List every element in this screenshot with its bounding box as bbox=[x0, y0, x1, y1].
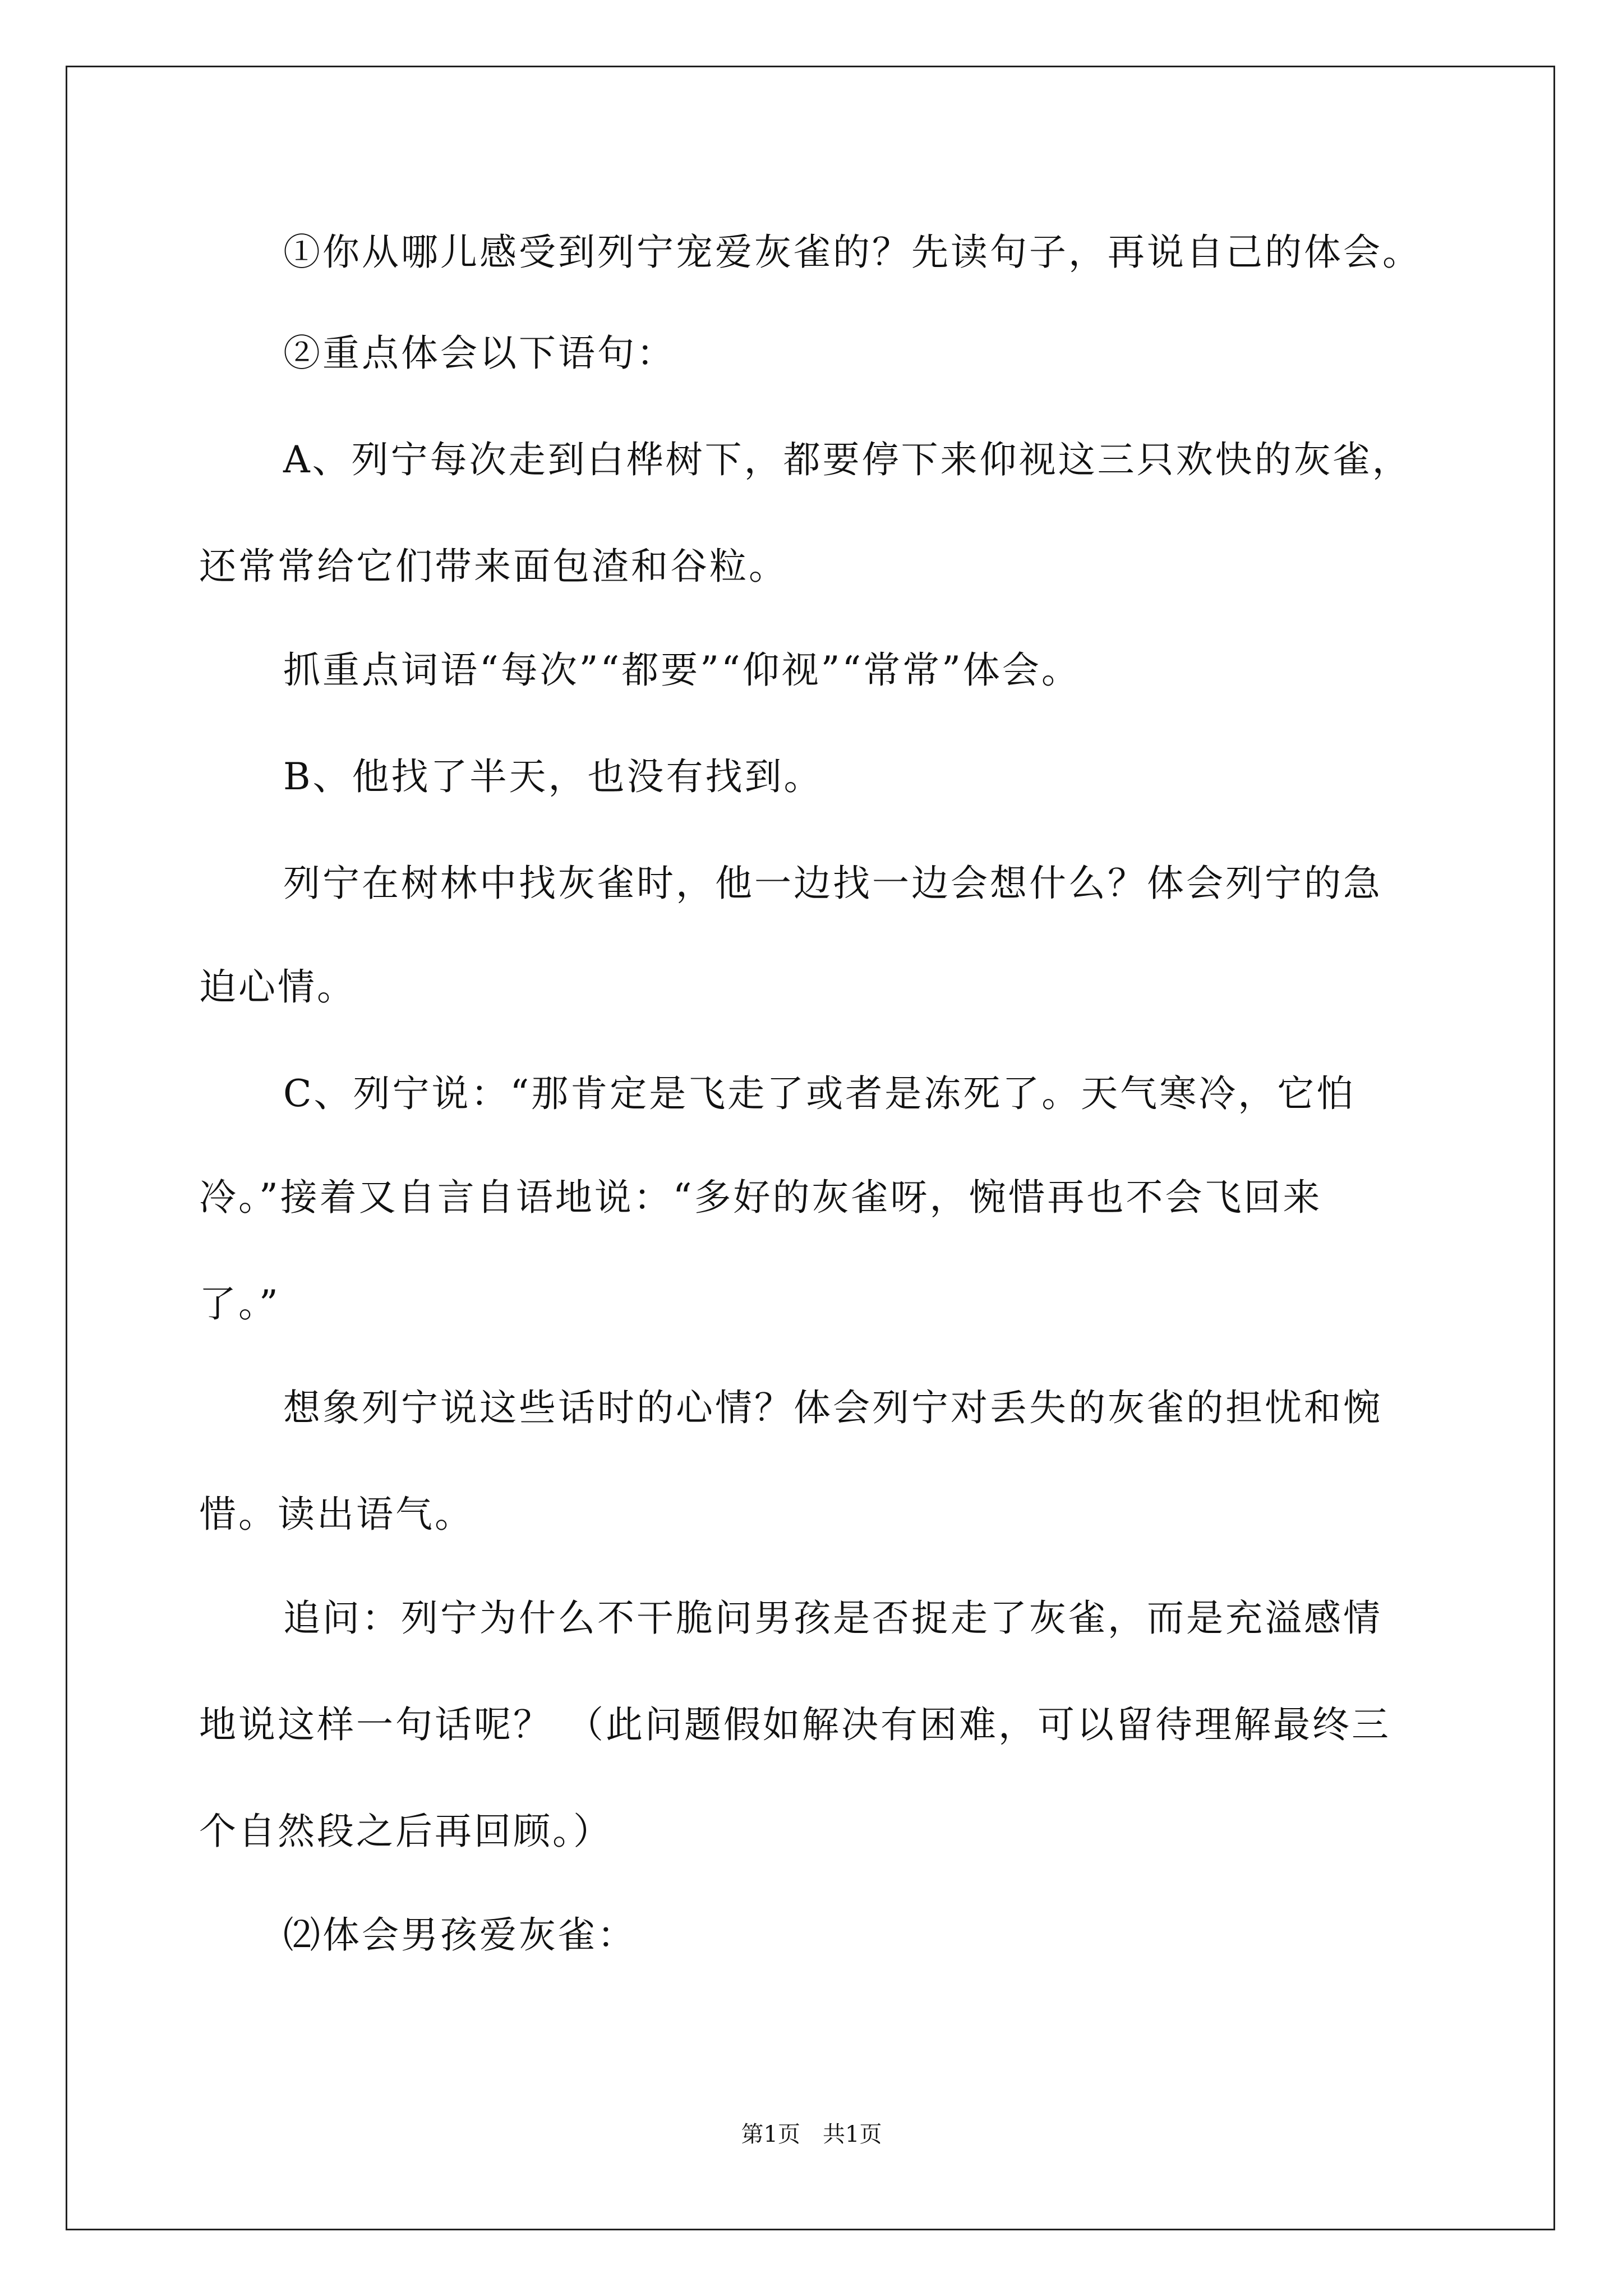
paragraph-line: 列宁在树林中找灰雀时，他一边找一边会想什么？体会列宁的急 bbox=[283, 862, 1382, 905]
paragraph-line: C、列宁说：“那肯定是飞走了或者是冻死了。天气寒冷，它怕 bbox=[283, 1072, 1356, 1115]
paragraph-line: 惜。读出语气。 bbox=[199, 1493, 474, 1536]
page-border bbox=[66, 66, 1555, 2230]
paragraph-line: 了。” bbox=[199, 1282, 280, 1326]
paragraph-line: 还常常给它们带来面包渣和谷粒。 bbox=[199, 545, 788, 588]
page-footer: 第1页 共1页 bbox=[741, 2122, 882, 2147]
paragraph-line: 个自然段之后再回顾。） bbox=[199, 1810, 612, 1853]
paragraph-line: 抓重点词语“每次”“都要”“仰视”“常常”体会。 bbox=[283, 648, 1081, 692]
paragraph-line: A、列宁每次走到白桦树下，都要停下来仰视这三只欢快的灰雀， bbox=[283, 438, 1412, 481]
paragraph-line: 冷。”接着又自言自语地说：“多好的灰雀呀，惋惜再也不会飞回来 bbox=[199, 1176, 1322, 1219]
paragraph-line: 想象列宁说这些话时的心情？体会列宁对丢失的灰雀的担忧和惋 bbox=[283, 1386, 1382, 1429]
paragraph-line: ①你从哪儿感受到列宁宠爱灰雀的？先读句子，再说自己的体会。 bbox=[283, 231, 1422, 274]
paragraph-line: ②重点体会以下语句： bbox=[283, 332, 676, 375]
paragraph-line: 追问：列宁为什么不干脆问男孩是否捉走了灰雀，而是充溢感情 bbox=[283, 1596, 1382, 1640]
paragraph-line: 迫心情。 bbox=[199, 965, 356, 1009]
paragraph-line: 地说这样一句话呢？ （此问题假如解决有困难，可以留待理解最终三 bbox=[199, 1703, 1391, 1746]
paragraph-line: B、他找了半天，也没有找到。 bbox=[283, 755, 823, 798]
paragraph-line: ⑵体会男孩爱灰雀： bbox=[283, 1913, 637, 1957]
